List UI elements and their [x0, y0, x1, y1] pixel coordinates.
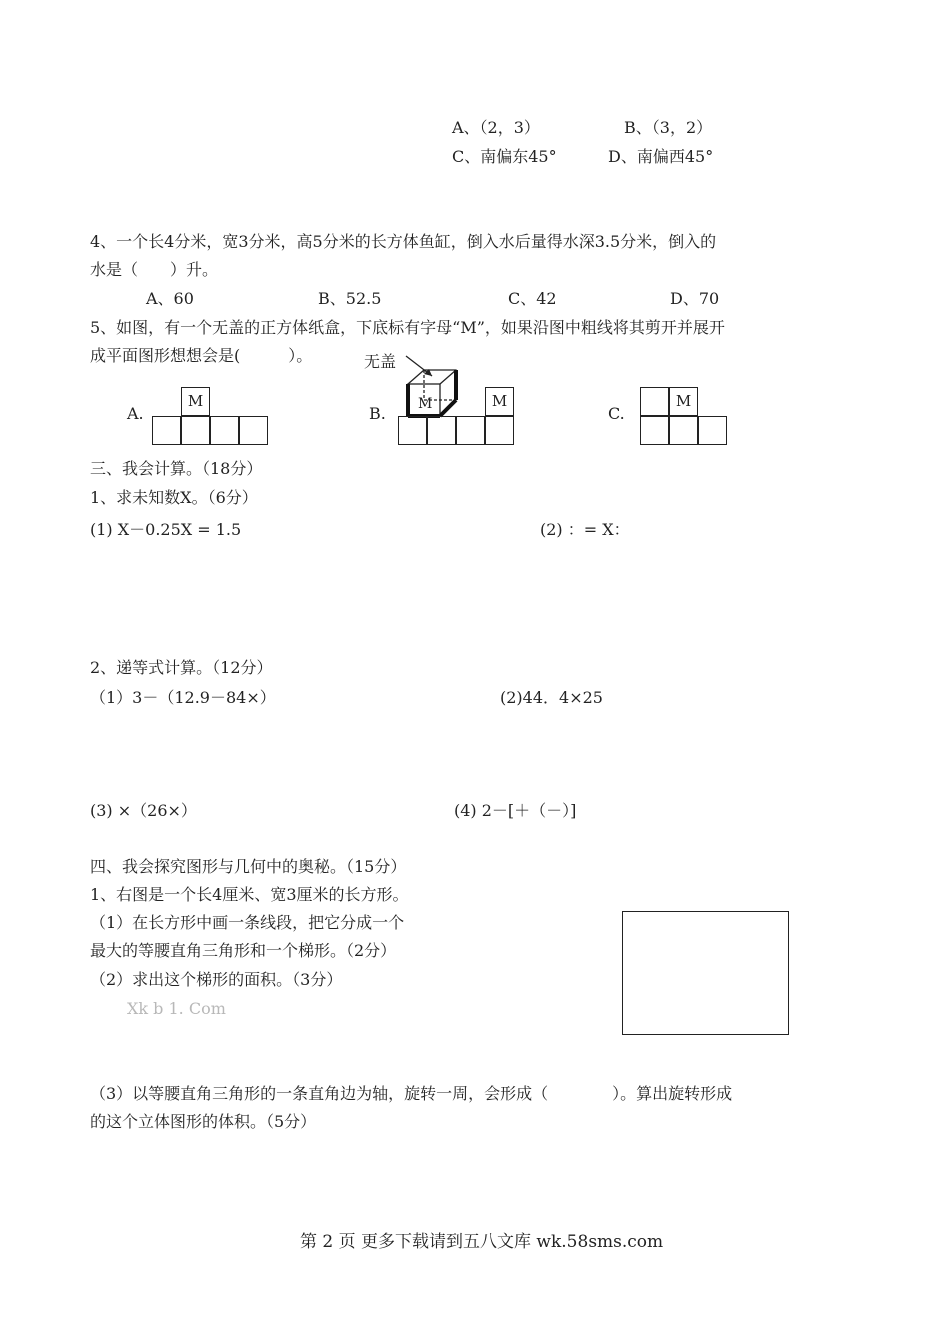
- net-a-cell-1: [152, 416, 181, 445]
- section4-part2: （2）求出这个梯形的面积。（3分）: [90, 970, 343, 989]
- q4-question-line2: 水是（ ）升。: [90, 260, 219, 279]
- net-c-cell-1: [640, 416, 669, 445]
- q5-option-b-label: B.: [369, 404, 386, 423]
- net-a-cell-4: [239, 416, 268, 445]
- q5-option-a-label: A.: [127, 404, 144, 423]
- section3-sub2: 2、递等式计算。（12分）: [90, 658, 273, 677]
- net-c-cell-2: [669, 416, 698, 445]
- watermark: Xk b 1. Com: [127, 999, 226, 1018]
- q4-option-b: B、52.5: [318, 289, 382, 308]
- q3-option-c: C、南偏东45°: [452, 147, 557, 166]
- q5-option-c-label: C.: [608, 404, 625, 423]
- calc-3: (3) ×（26×）: [90, 801, 197, 820]
- section4-title: 四、我会探究图形与几何中的奥秘。（15分）: [90, 857, 407, 876]
- calc-1: （1）3－（12.9－84×）: [90, 688, 276, 707]
- q3-option-b: B、（3，2）: [624, 118, 713, 137]
- q4-option-c: C、42: [508, 289, 557, 308]
- section4-part1-line1: （1）在长方形中画一条线段，把它分成一个: [90, 913, 405, 932]
- section4-part3-line1: （3）以等腰直角三角形的一条直角边为轴，旋转一周，会形成（ ）。算出旋转形成: [90, 1084, 733, 1103]
- net-c-top-cell-2: M: [669, 387, 698, 416]
- cube-label: 无盖: [364, 352, 397, 371]
- calc-2: (2)44．4×25: [500, 688, 603, 707]
- rectangle-figure: [622, 911, 789, 1035]
- calc-4: (4) 2－[＋（－）]: [454, 801, 577, 820]
- net-c-top-cell-1: [640, 387, 669, 416]
- section4-part1-line2: 最大的等腰直角三角形和一个梯形。（2分）: [90, 941, 397, 960]
- q4-option-a: A、60: [146, 289, 194, 308]
- net-b-top-cell: M: [485, 387, 514, 416]
- section3-sub1: 1、求未知数X。（6分）: [90, 488, 258, 507]
- equation-1: (1) X－0.25X = 1.5: [90, 520, 242, 539]
- section3-title: 三、我会计算。（18分）: [90, 459, 263, 478]
- q3-option-d: D、南偏西45°: [608, 147, 714, 166]
- q5-question-line2: 成平面图形想想会是( ）。: [90, 346, 313, 365]
- q5-question-line1: 5、如图，有一个无盖的正方体纸盒，下底标有字母“M”，如果沿图中粗线将其剪开并展开: [90, 318, 725, 337]
- section4-q1: 1、右图是一个长4厘米、宽3厘米的长方形。: [90, 885, 409, 904]
- q3-option-a: A、（2，3）: [452, 118, 540, 137]
- net-b-cell-1: [398, 416, 427, 445]
- cube-bottom-letter: M: [418, 396, 433, 412]
- net-c-cell-3: [698, 416, 727, 445]
- net-a-top-cell: M: [181, 387, 210, 416]
- equation-2: (2) ：= X：: [540, 520, 630, 539]
- net-b-cell-2: [427, 416, 456, 445]
- net-b-cell-4: [485, 416, 514, 445]
- page-footer: 第 2 页 更多下载请到五八文库 wk.58sms.com: [300, 1232, 664, 1252]
- net-a-cell-3: [210, 416, 239, 445]
- net-a-cell-2: [181, 416, 210, 445]
- q4-option-d: D、70: [670, 289, 720, 308]
- q4-question-line1: 4、一个长4分米，宽3分米，高5分米的长方体鱼缸，倒入水后量得水深3.5分米，倒入的: [90, 232, 717, 251]
- section4-part3-line2: 的这个立体图形的体积。（5分）: [90, 1112, 317, 1131]
- net-b-cell-3: [456, 416, 485, 445]
